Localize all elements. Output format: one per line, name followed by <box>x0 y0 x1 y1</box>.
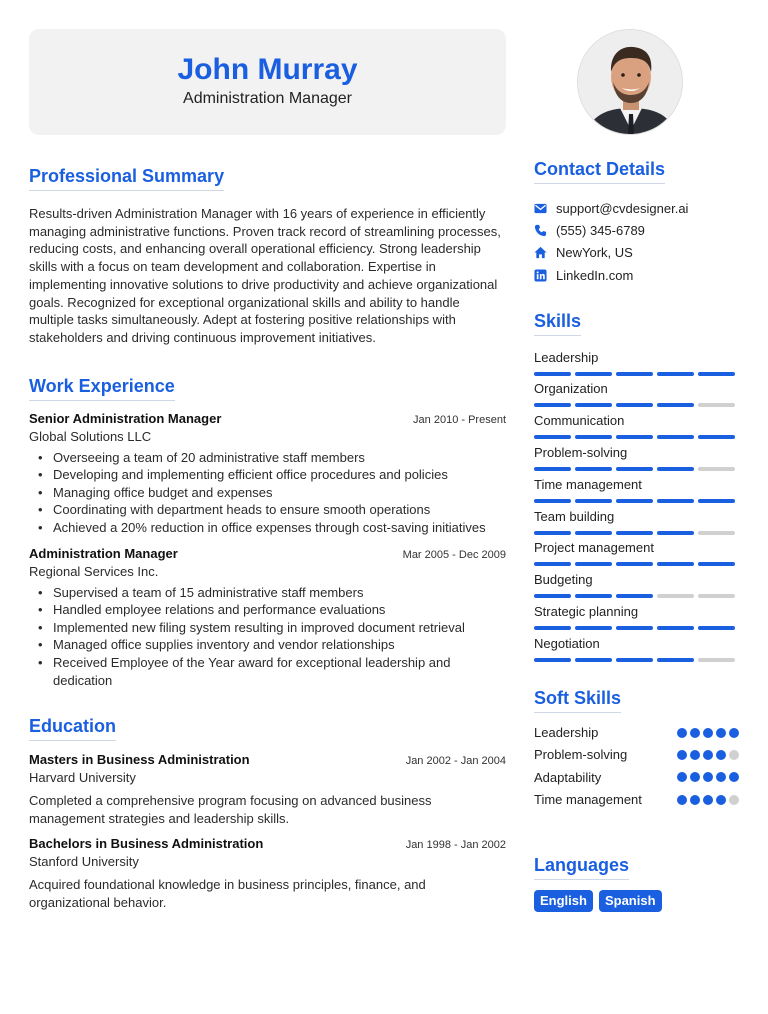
skill-level-segment <box>698 372 735 376</box>
job-dates: Mar 2005 - Dec 2009 <box>402 548 506 561</box>
skill-item <box>534 380 739 412</box>
rating-dot <box>677 728 687 738</box>
education-entry <box>29 752 506 827</box>
degree-title: Bachelors in Business Administration <box>29 836 264 852</box>
languages-list <box>534 890 739 912</box>
rating-dot <box>690 750 700 760</box>
bullet-item: • Managing office budget and expenses <box>29 484 506 502</box>
skill-level-segment <box>616 626 653 630</box>
skill-level-segment <box>575 467 612 471</box>
skills-heading: Skills <box>534 310 581 336</box>
skill-level-bar <box>534 562 739 566</box>
contact-heading: Contact Details <box>534 158 665 184</box>
job-entry <box>29 411 506 537</box>
bullet-item: • Coordinating with department heads to ensure smooth operations <box>29 501 506 519</box>
header-banner <box>29 29 506 135</box>
skill-level-segment <box>575 531 612 535</box>
contact-email[interactable] <box>534 197 739 219</box>
skill-level-segment <box>657 626 694 630</box>
soft-skill-item <box>534 744 739 766</box>
skill-level-bar <box>534 531 739 535</box>
skill-level-bar <box>534 626 739 630</box>
rating-dot <box>703 728 713 738</box>
skill-level-segment <box>534 658 571 662</box>
soft-skill-rating <box>677 728 739 738</box>
school-name: Harvard University <box>29 770 136 786</box>
skill-item <box>534 635 739 667</box>
skill-level-bar <box>534 435 739 439</box>
skill-level-segment <box>616 499 653 503</box>
skill-level-segment <box>616 531 653 535</box>
skill-name: Time management <box>534 476 642 492</box>
skill-level-bar <box>534 499 739 503</box>
skill-level-segment <box>698 658 735 662</box>
candidate-title: Administration Manager <box>183 90 352 107</box>
job-company: Regional Services Inc. <box>29 563 159 579</box>
summary-text: Results-driven Administration Manager with 16 years of experience in efficiently managing administrative functions. Proven track record of streamlining processes, reducing costs, and enhancing overall operational efficiency. Strong leadership skills with a focus on team development and collaboration. Expertise in implementing innovative solutions to drive productivity and achieve organizational goals. Recognized for exceptional organizational skills and ability to handle multiple tasks simultaneously. Adept at fostering positive relationships with stakeholders and driving continuous improvement initiatives. <box>29 206 501 345</box>
skill-level-segment <box>575 403 612 407</box>
soft-skill-name: Adaptability <box>534 769 602 785</box>
skills-list <box>534 349 739 667</box>
skill-level-segment <box>698 403 735 407</box>
soft-skill-rating <box>677 795 739 805</box>
skill-item <box>534 603 739 635</box>
soft-skills-list <box>534 722 739 811</box>
skill-level-segment <box>616 435 653 439</box>
soft-skill-name: Leadership <box>534 725 599 741</box>
skill-name: Organization <box>534 381 608 397</box>
job-title: Senior Administration Manager <box>29 410 222 426</box>
skill-level-segment <box>657 499 694 503</box>
skill-item <box>534 476 739 508</box>
rating-dot <box>690 772 700 782</box>
skill-level-segment <box>657 435 694 439</box>
rating-dot <box>729 750 739 760</box>
job-bullets <box>29 449 506 537</box>
contact-linkedin-text: LinkedIn.com <box>556 267 634 283</box>
skill-level-segment <box>534 531 571 535</box>
skill-level-bar <box>534 372 739 376</box>
skill-level-bar <box>534 658 739 662</box>
rating-dot <box>729 772 739 782</box>
skill-item <box>534 444 739 476</box>
bullet-item: • Supervised a team of 15 administrative staff members <box>29 584 506 602</box>
soft-skill-item <box>534 788 739 810</box>
soft-skill-name: Problem-solving <box>534 747 628 763</box>
soft-skill-rating <box>677 772 739 782</box>
education-description: Completed a comprehensive program focusing on advanced business management strategies and leadership skills. <box>29 793 432 826</box>
skill-level-segment <box>534 499 571 503</box>
skill-level-segment <box>575 594 612 598</box>
skill-name: Budgeting <box>534 572 593 588</box>
contact-email-text: support@cvdesigner.ai <box>556 200 689 216</box>
skill-name: Problem-solving <box>534 444 628 460</box>
education-dates: Jan 2002 - Jan 2004 <box>405 755 506 768</box>
skill-name: Leadership <box>534 349 599 365</box>
skill-level-segment <box>534 467 571 471</box>
profile-photo <box>578 30 683 135</box>
avatar <box>577 29 683 135</box>
rating-dot <box>716 728 726 738</box>
linkedin-icon <box>534 269 547 282</box>
rating-dot <box>690 795 700 805</box>
skill-level-segment <box>657 594 694 598</box>
job-company: Global Solutions LLC <box>29 428 152 444</box>
rating-dot <box>729 795 739 805</box>
skill-level-segment <box>534 562 571 566</box>
rating-dot <box>677 750 687 760</box>
job-dates: Jan 2010 - Present <box>413 413 506 426</box>
skill-name: Project management <box>534 540 654 556</box>
skill-level-segment <box>534 435 571 439</box>
skill-item <box>534 349 739 381</box>
skill-name: Team building <box>534 508 615 524</box>
rating-dot <box>729 728 739 738</box>
skill-level-segment <box>698 531 735 535</box>
bullet-item: • Implemented new filing system resulting in improved document retrieval <box>29 619 506 637</box>
skill-name: Communication <box>534 413 625 429</box>
language-tag: English <box>534 890 593 912</box>
candidate-name: John Murray <box>177 53 358 86</box>
skill-level-segment <box>657 531 694 535</box>
skill-level-segment <box>534 403 571 407</box>
education-dates: Jan 1998 - Jan 2002 <box>405 839 506 852</box>
rating-dot <box>703 795 713 805</box>
skill-level-segment <box>698 467 735 471</box>
rating-dot <box>716 772 726 782</box>
bullet-item: • Developing and implementing efficient office procedures and policies <box>29 466 506 484</box>
skill-level-bar <box>534 403 739 407</box>
experience-heading: Work Experience <box>29 375 175 401</box>
rating-dot <box>690 728 700 738</box>
skill-level-segment <box>616 658 653 662</box>
home-icon <box>534 246 547 259</box>
contact-location <box>534 242 739 264</box>
skill-level-segment <box>698 626 735 630</box>
school-name: Stanford University <box>29 854 139 870</box>
languages-heading: Languages <box>534 854 629 880</box>
soft-skill-item <box>534 766 739 788</box>
bullet-item: • Achieved a 20% reduction in office expenses through cost-saving initiatives <box>29 519 506 537</box>
skill-level-segment <box>616 467 653 471</box>
skill-item <box>534 539 739 571</box>
skill-level-segment <box>616 372 653 376</box>
skill-level-bar <box>534 594 739 598</box>
bullet-item: • Received Employee of the Year award for exceptional leadership and dedication <box>29 654 506 689</box>
skill-level-segment <box>657 372 694 376</box>
degree-title: Masters in Business Administration <box>29 752 250 768</box>
skill-level-segment <box>657 562 694 566</box>
skill-level-bar <box>534 467 739 471</box>
contact-linkedin[interactable] <box>534 264 739 286</box>
skill-level-segment <box>657 658 694 662</box>
skill-level-segment <box>616 403 653 407</box>
contact-phone[interactable] <box>534 219 739 241</box>
language-tag: Spanish <box>599 890 662 912</box>
skill-item <box>534 508 739 540</box>
skill-level-segment <box>698 594 735 598</box>
skill-item <box>534 571 739 603</box>
skill-level-segment <box>575 499 612 503</box>
rating-dot <box>677 795 687 805</box>
rating-dot <box>677 772 687 782</box>
skill-level-segment <box>698 435 735 439</box>
skill-level-segment <box>575 562 612 566</box>
skill-name: Negotiation <box>534 635 600 651</box>
education-description: Acquired foundational knowledge in business principles, finance, and organizational behavior. <box>29 877 426 910</box>
phone-icon <box>534 224 547 237</box>
skill-level-segment <box>534 594 571 598</box>
rating-dot <box>716 795 726 805</box>
skill-level-segment <box>534 372 571 376</box>
job-title: Administration Manager <box>29 545 178 561</box>
skill-level-segment <box>698 499 735 503</box>
contact-location-text: NewYork, US <box>556 245 633 261</box>
skill-level-segment <box>575 372 612 376</box>
skill-level-segment <box>616 562 653 566</box>
envelope-icon <box>534 202 547 215</box>
skill-level-segment <box>575 658 612 662</box>
contact-list <box>534 197 739 287</box>
bullet-item: • Handled employee relations and performance evaluations <box>29 601 506 619</box>
skill-level-segment <box>575 435 612 439</box>
job-bullets <box>29 584 506 690</box>
contact-phone-text: (555) 345-6789 <box>556 223 645 239</box>
job-entry <box>29 546 506 690</box>
soft-skill-rating <box>677 750 739 760</box>
skill-level-segment <box>534 626 571 630</box>
rating-dot <box>703 772 713 782</box>
sidebar-column <box>534 158 739 912</box>
skill-level-segment <box>575 626 612 630</box>
soft-skills-heading: Soft Skills <box>534 687 621 713</box>
skill-item <box>534 412 739 444</box>
bullet-item: • Overseeing a team of 20 administrative staff members <box>29 449 506 467</box>
skill-level-segment <box>616 594 653 598</box>
skill-level-segment <box>657 467 694 471</box>
summary-heading: Professional Summary <box>29 165 224 191</box>
main-column <box>29 165 506 912</box>
soft-skill-item <box>534 722 739 744</box>
skill-level-segment <box>657 403 694 407</box>
rating-dot <box>703 750 713 760</box>
skill-level-segment <box>698 562 735 566</box>
education-entry <box>29 836 506 911</box>
skill-name: Strategic planning <box>534 603 639 619</box>
rating-dot <box>716 750 726 760</box>
education-heading: Education <box>29 715 116 741</box>
soft-skill-name: Time management <box>534 792 642 808</box>
bullet-item: • Managed office supplies inventory and vendor relationships <box>29 636 506 654</box>
